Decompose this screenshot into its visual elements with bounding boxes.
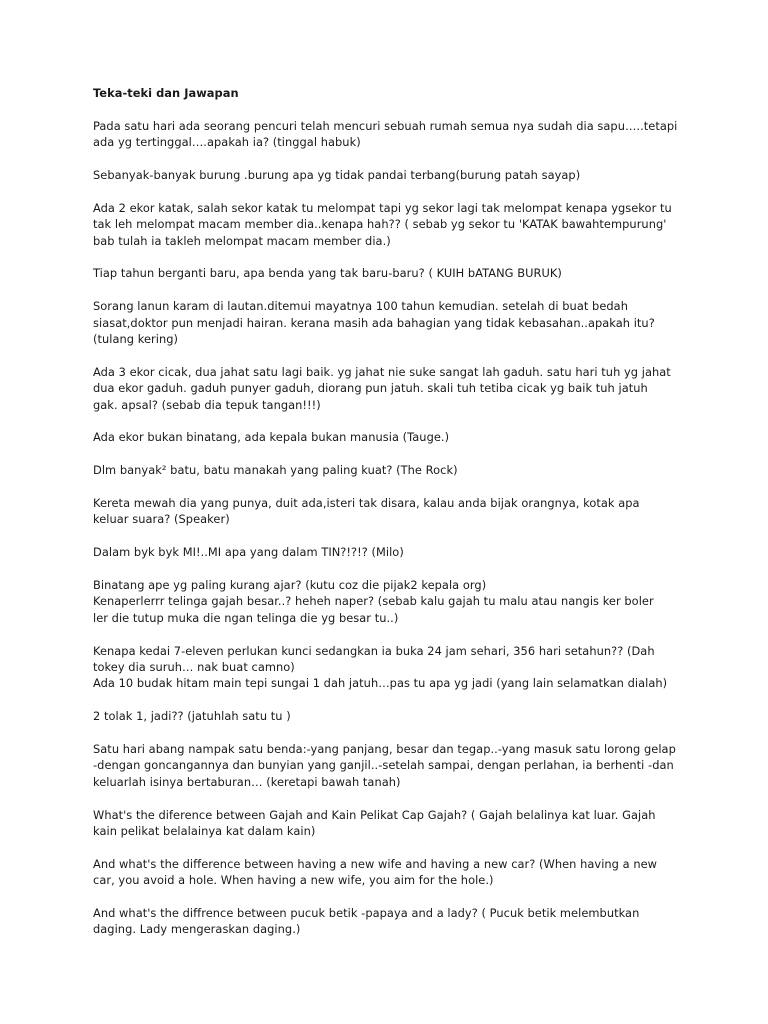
text-line: (tulang kering)	[93, 332, 179, 347]
text-line: Ada 3 ekor cicak, dua jahat satu lagi baik. yg jahat nie suke sangat lah gaduh. satu hari tuh yg jahat	[93, 364, 671, 379]
paragraph	[93, 643, 683, 692]
text-line: Kenaperlerrr telinga gajah besar..? heheh naper? (sebab kalu gajah tu malu atau nangis ker boler	[93, 594, 654, 609]
text-line: keluarlah isinya bertaburan… (keretapi bawah tanah)	[93, 774, 401, 789]
text-line: And what's the difference between having a new wife and having a new car? (When having a new	[93, 856, 658, 871]
text-line: car, you avoid a hole. When having a new wife, you aim for the hole.)	[93, 873, 494, 888]
text-line: gak. apsal? (sebab dia tepuk tangan!!!)	[93, 397, 321, 412]
text-line: -dengan goncangannya dan bunyian yang ganjil..-setelah sampai, dengan perlahan, ia berhenti -dan	[93, 758, 674, 773]
text-line: daging. Lady mengeraskan daging.)	[93, 922, 301, 937]
text-line: Ada 10 budak hitam main tepi sungai 1 dah jatuh…pas tu apa yg jadi (yang lain selamatkan dialah)	[93, 676, 668, 691]
paragraph	[93, 544, 683, 560]
text-line: Binatang ape yg paling kurang ajar? (kutu coz die pijak2 kepala org)	[93, 578, 487, 593]
paragraph	[93, 200, 683, 249]
document-title: Teka-teki dan Jawapan	[93, 86, 239, 100]
paragraph	[93, 905, 683, 938]
text-line: 2 tolak 1, jadi?? (jatuhlah satu tu )	[93, 709, 291, 724]
text-line: bab tulah ia takleh melompat macam member dia.)	[93, 233, 391, 248]
text-line: Sorang lanun karam di lautan.ditemui mayatnya 100 tahun kemudian. setelah di buat bedah	[93, 299, 628, 314]
text-line: Dalam byk byk MI!..MI apa yang dalam TIN?!?!? (Milo)	[93, 545, 404, 560]
text-line: Satu hari abang nampak satu benda:-yang panjang, besar dan tegap..-yang masuk satu lorong gelap	[93, 742, 676, 757]
text-line: siasat,doktor pun menjadi hairan. kerana masih ada bahagian yang tidak kebasahan..apakah itu?	[93, 315, 655, 330]
paragraph	[93, 708, 683, 724]
paragraph	[93, 577, 683, 626]
paragraph	[93, 364, 683, 413]
paragraph	[93, 462, 683, 478]
text-line: Ada ekor bukan binatang, ada kepala bukan manusia (Tauge.)	[93, 430, 450, 445]
paragraph	[93, 167, 683, 183]
text-line: Ada 2 ekor katak, salah sekor katak tu melompat tapi yg sekor lagi tak melompat kenapa ygsekor tu	[93, 200, 672, 215]
text-line: ler die tutup muka die ngan telinga die yg besar tu..)	[93, 610, 399, 625]
paragraph-list	[93, 118, 683, 938]
paragraph	[93, 856, 683, 889]
text-line: tokey dia suruh… nak buat camno)	[93, 660, 295, 675]
text-line: tak leh melompat macam member dia..kenapa hah?? ( sebab yg sekor tu 'KATAK bawahtempurung'	[93, 217, 667, 232]
paragraph	[93, 807, 683, 840]
document-body	[93, 85, 683, 954]
text-line: And what's the diffrence between pucuk betik -papaya and a lady? ( Pucuk betik melembutkan	[93, 906, 640, 921]
paragraph	[93, 495, 683, 528]
paragraph	[93, 741, 683, 790]
paragraph	[93, 118, 683, 151]
text-line: Pada satu hari ada seorang pencuri telah mencuri sebuah rumah semua nya sudah dia sapu…..tetapi	[93, 118, 678, 133]
text-line: Kereta mewah dia yang punya, duit ada,isteri tak disara, kalau anda bijak orangnya, kotak apa	[93, 496, 640, 511]
text-line: Sebanyak-banyak burung .burung apa yg tidak pandai terbang(burung patah sayap)	[93, 168, 581, 182]
text-line: Tiap tahun berganti baru, apa benda yang tak baru-baru? ( KUIH bATANG BURUK)	[93, 266, 562, 281]
text-line: keluar suara? (Speaker)	[93, 512, 230, 527]
paragraph	[93, 265, 683, 281]
text-line: dua ekor gaduh. gaduh punyer gaduh, diorang pun jatuh. skali tuh tetiba cicak yg baik tuh jatuh	[93, 381, 648, 396]
text-line: Kenapa kedai 7-eleven perlukan kunci sedangkan ia buka 24 jam sehari, 356 hari setahun?? (Dah	[93, 643, 655, 658]
paragraph	[93, 298, 683, 347]
text-line: ada yg tertinggal….apakah ia? (tinggal habuk)	[93, 135, 361, 150]
text-line: Dlm banyak² batu, batu manakah yang paling kuat? (The Rock)	[93, 463, 458, 478]
paragraph	[93, 429, 683, 445]
text-line: What's the diference between Gajah and Kain Pelikat Cap Gajah? ( Gajah belalinya kat luar. Gajah	[93, 807, 656, 822]
text-line: kain pelikat belalainya kat dalam kain)	[93, 824, 316, 839]
